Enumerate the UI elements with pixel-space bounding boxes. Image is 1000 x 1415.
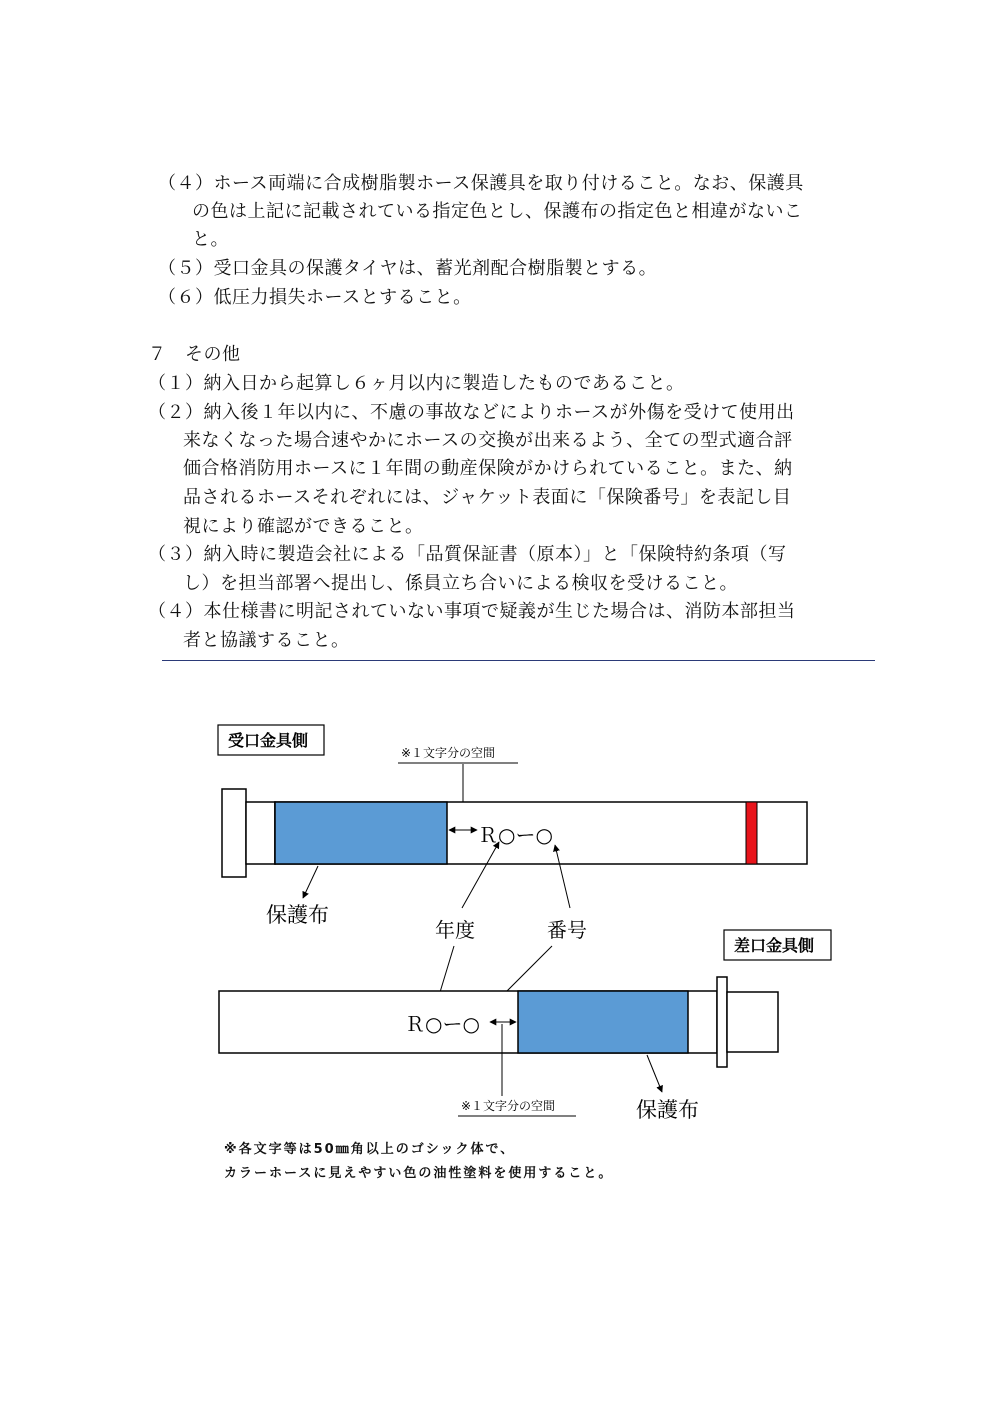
section-7-line-10: 者と協議すること。	[183, 630, 350, 651]
item-5: （５）受口金具の保護タイヤは、蓄光剤配合樹脂製とする。	[158, 258, 658, 279]
note-line-2: カラーホースに見えやすい色の油性塗料を使用すること。	[224, 1166, 614, 1181]
outlet-label-box	[724, 930, 831, 960]
section-7-line-1: （１）納入日から起算し６ヶ月以内に製造したものであること。	[148, 373, 685, 394]
section-7-line-5: 品されるホースそれぞれには、ジャケット表面に「保険番号」を表記し目	[183, 487, 792, 508]
outlet-protective-cloth	[518, 991, 688, 1053]
cloth-leader-bottom	[647, 1055, 662, 1092]
space-note-bottom: ※１文字分の空間	[461, 1099, 556, 1113]
year-label: 年度	[435, 918, 475, 942]
inlet-coupling-body	[246, 802, 275, 864]
red-band	[746, 802, 757, 864]
section-7-line-7: （３）納入時に製造会社による「品質保証書（原本）」と「保険特約条項（写	[148, 544, 787, 565]
inlet-coupling-flange	[222, 789, 246, 877]
number-label: 番号	[547, 918, 587, 942]
outlet-coupling-flange	[717, 977, 727, 1067]
hose-marking-diagram	[0, 700, 1000, 1200]
section-7-heading: ７ その他	[148, 344, 241, 365]
item-4-line-2: の色は上記に記載されている指定色とし、保護布の指定色と相違がないこ	[192, 201, 803, 222]
section-7-line-3: 来なくなった場合速やかにホースの交換が出来るよう、全ての型式適合評	[183, 430, 793, 451]
cloth-label-bottom: 保護布	[636, 1098, 699, 1122]
item-4-line-1: （４）ホース両端に合成樹脂製ホース保護具を取り付けること。なお、保護具	[158, 173, 804, 194]
item-6: （６）低圧力損失ホースとすること。	[158, 287, 472, 308]
section-7-line-2: （２）納入後１年以内に、不慮の事故などによりホースが外傷を受けて使用出	[148, 402, 795, 423]
section-7-line-9: （４）本仕様書に明記されていない事項で疑義が生じた場合は、消防本部担当	[148, 601, 796, 622]
item-4-line-3: と。	[192, 229, 229, 250]
note-line-1: ※各文字等は50㎜角以上のゴシック体で、	[224, 1142, 516, 1157]
inlet-label-box	[218, 725, 324, 755]
inlet-protective-cloth	[275, 802, 447, 864]
cloth-label-top: 保護布	[266, 903, 329, 927]
section-7-line-8: し）を担当部署へ提出し、係員立ち合いによる検収を受けること。	[183, 573, 738, 594]
outlet-coupling-body	[727, 992, 778, 1052]
marking-top: Ｒ○ー○	[478, 823, 553, 847]
space-note-top: ※１文字分の空間	[401, 746, 496, 760]
section-7-line-4: 価合格消防用ホースに１年間の動産保険がかけられていること。また、納	[183, 458, 793, 479]
section-divider	[162, 660, 875, 661]
section-7-line-6: 視により確認ができること。	[183, 516, 424, 537]
inlet-label: 受口金具側	[228, 731, 309, 750]
cloth-leader-top	[303, 866, 318, 898]
outlet-label: 差口金具側	[734, 936, 815, 955]
marking-bottom: Ｒ○ー○	[405, 1012, 480, 1036]
